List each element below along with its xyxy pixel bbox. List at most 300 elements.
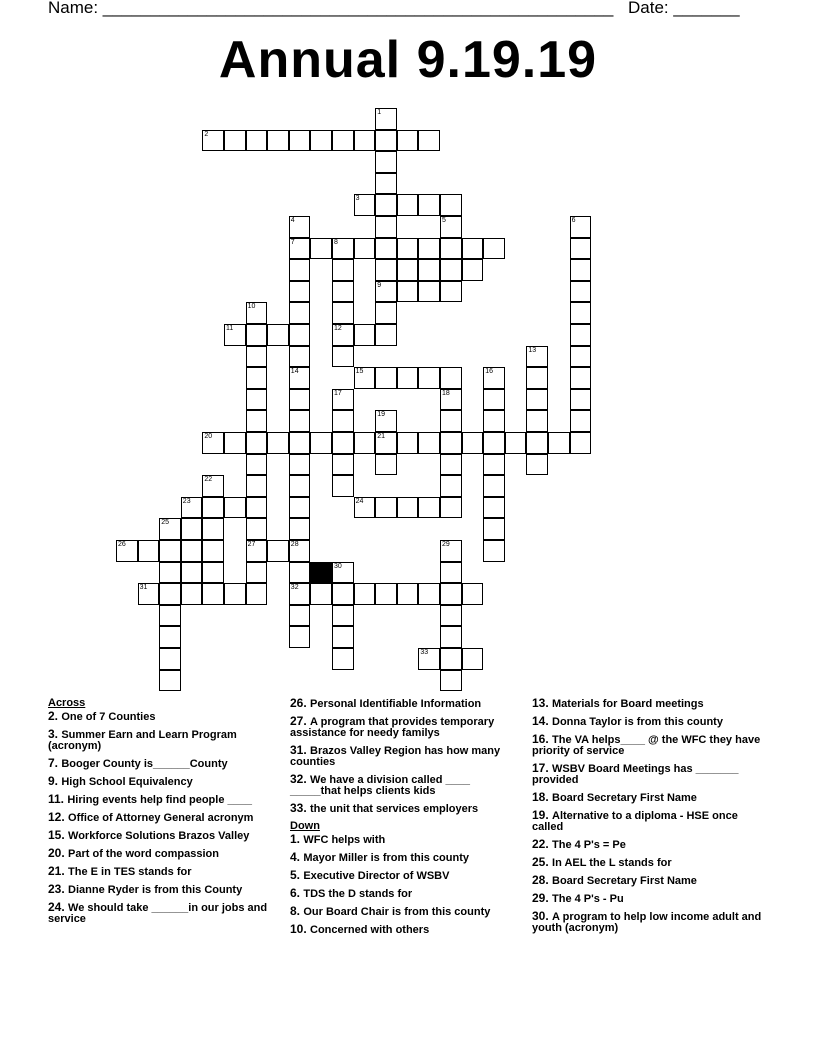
grid-cell[interactable] bbox=[159, 562, 181, 584]
grid-cell[interactable] bbox=[310, 583, 332, 605]
grid-cell[interactable] bbox=[418, 281, 440, 303]
clue-item-text: the unit that services employers bbox=[310, 803, 479, 815]
clue-item bbox=[290, 774, 518, 797]
clue-number: 5 bbox=[442, 217, 446, 224]
clue-item-number: 5. bbox=[290, 868, 304, 882]
grid-cell[interactable] bbox=[418, 130, 440, 152]
grid-cell[interactable] bbox=[375, 151, 397, 173]
grid-cell[interactable] bbox=[289, 475, 311, 497]
clue-item-text: We have a division called ____ _____that helps clients kids bbox=[290, 774, 471, 797]
clue-item bbox=[48, 866, 276, 878]
clue-number: 29 bbox=[442, 541, 450, 548]
grid-cell[interactable] bbox=[375, 302, 397, 324]
clue-number: 1 bbox=[377, 109, 382, 116]
clue-item-text: TDS the D stands for bbox=[303, 888, 413, 900]
clue-number: 26 bbox=[118, 541, 126, 548]
clue-item-number: 32. bbox=[290, 772, 311, 786]
grid-cell[interactable] bbox=[202, 497, 224, 519]
grid-cell[interactable] bbox=[289, 432, 311, 454]
clue-item-number: 19. bbox=[532, 808, 553, 822]
grid-cell[interactable] bbox=[332, 562, 354, 584]
grid-cell[interactable] bbox=[310, 130, 332, 152]
grid-cell[interactable] bbox=[289, 497, 311, 519]
grid-cell[interactable] bbox=[181, 497, 203, 519]
grid-cell[interactable] bbox=[289, 130, 311, 152]
grid-cell[interactable] bbox=[397, 194, 419, 216]
clue-item bbox=[48, 830, 276, 842]
clue-number: 2 bbox=[204, 130, 209, 138]
clue-item-text: Hiring events help find people ____ bbox=[67, 794, 252, 806]
grid-cell[interactable] bbox=[440, 194, 462, 216]
grid-cell[interactable] bbox=[375, 367, 397, 389]
grid-cell[interactable] bbox=[570, 324, 592, 346]
grid-cell[interactable] bbox=[332, 281, 354, 303]
grid-cell[interactable] bbox=[332, 346, 354, 368]
grid-cell[interactable] bbox=[289, 454, 311, 476]
grid-cell[interactable] bbox=[526, 432, 548, 454]
grid-cell[interactable] bbox=[440, 367, 462, 389]
grid-cell[interactable] bbox=[440, 410, 462, 432]
clue-item-text: We should take ______in our jobs and service bbox=[48, 902, 268, 925]
grid-cell[interactable] bbox=[181, 540, 203, 562]
grid-cell[interactable] bbox=[246, 367, 268, 389]
clue-number: 13 bbox=[528, 346, 537, 354]
clue-item bbox=[532, 792, 768, 804]
grid-cell[interactable] bbox=[332, 130, 354, 152]
grid-cell[interactable] bbox=[440, 670, 462, 692]
clue-number: 19 bbox=[377, 411, 385, 419]
grid-cell[interactable] bbox=[310, 432, 332, 454]
clue-item-text: Dianne Ryder is from this County bbox=[68, 884, 243, 896]
grid-cell[interactable] bbox=[289, 518, 311, 540]
grid-cell[interactable] bbox=[526, 410, 548, 432]
grid-cell[interactable] bbox=[181, 518, 203, 540]
clue-item-text: WSBV Board Meetings has _______ provided bbox=[532, 763, 739, 786]
grid-cell[interactable] bbox=[246, 454, 268, 476]
grid-cell[interactable] bbox=[289, 346, 311, 368]
grid-cell[interactable] bbox=[570, 216, 592, 238]
grid-cell[interactable] bbox=[332, 605, 354, 627]
grid-cell[interactable] bbox=[505, 432, 527, 454]
grid-cell[interactable] bbox=[354, 432, 376, 454]
clue-item-number: 3. bbox=[48, 727, 62, 741]
grid-cell[interactable] bbox=[375, 130, 397, 152]
grid-cell[interactable] bbox=[375, 454, 397, 476]
grid-cell[interactable] bbox=[332, 454, 354, 476]
grid-cell[interactable] bbox=[159, 648, 181, 670]
grid-cell[interactable] bbox=[483, 540, 505, 562]
grid-cell[interactable] bbox=[483, 432, 505, 454]
grid-cell[interactable] bbox=[246, 346, 268, 368]
clue-item-number: 10. bbox=[290, 922, 311, 936]
grid-cell[interactable] bbox=[418, 238, 440, 260]
grid-cell[interactable] bbox=[418, 259, 440, 281]
grid-cell[interactable] bbox=[202, 518, 224, 540]
grid-cell[interactable] bbox=[483, 410, 505, 432]
clue-item bbox=[290, 924, 518, 936]
grid-cell[interactable] bbox=[354, 194, 376, 216]
clue-item-text: The VA helps____ @ the WFC they have priority of service bbox=[532, 734, 761, 757]
clue-item-text: Booger County is______County bbox=[61, 758, 228, 770]
clue-item-number: 23. bbox=[48, 882, 69, 896]
clue-item bbox=[48, 812, 276, 824]
grid-cell[interactable] bbox=[159, 626, 181, 648]
grid-cell[interactable] bbox=[375, 259, 397, 281]
clue-item bbox=[48, 776, 276, 788]
grid-cell[interactable] bbox=[138, 540, 160, 562]
grid-cell[interactable] bbox=[418, 194, 440, 216]
grid-cell[interactable] bbox=[462, 259, 484, 281]
grid-cell[interactable] bbox=[418, 497, 440, 519]
grid-cell[interactable] bbox=[354, 130, 376, 152]
grid-cell[interactable] bbox=[202, 540, 224, 562]
clue-item-text: Office of Attorney General acronym bbox=[68, 812, 254, 824]
clue-number: 3 bbox=[355, 195, 360, 203]
grid-cell[interactable] bbox=[310, 238, 332, 260]
grid-cell[interactable] bbox=[289, 216, 311, 238]
clue-item bbox=[532, 698, 768, 710]
grid-cell[interactable] bbox=[570, 432, 592, 454]
clue-item-text: Personal Identifiable Information bbox=[310, 698, 482, 710]
clue-item-text: Workforce Solutions Brazos Valley bbox=[68, 830, 250, 842]
grid-cell[interactable] bbox=[418, 583, 440, 605]
grid-cell[interactable] bbox=[375, 194, 397, 216]
grid-cell[interactable] bbox=[462, 648, 484, 670]
clue-item bbox=[48, 711, 276, 723]
grid-cell[interactable] bbox=[440, 238, 462, 260]
clue-item bbox=[290, 698, 518, 710]
clue-item bbox=[532, 810, 768, 833]
grid-cell[interactable] bbox=[397, 367, 419, 389]
grid-cell[interactable] bbox=[332, 324, 354, 346]
grid-cell[interactable] bbox=[526, 454, 548, 476]
grid-cell[interactable] bbox=[440, 432, 462, 454]
grid-cell[interactable] bbox=[440, 562, 462, 584]
clue-item-number: 30. bbox=[532, 909, 553, 923]
grid-cell[interactable] bbox=[202, 432, 224, 454]
clue-item-text: Summer Earn and Learn Program (acronym) bbox=[48, 729, 237, 752]
grid-cell[interactable] bbox=[246, 302, 268, 324]
clue-item bbox=[48, 902, 276, 925]
grid-cell[interactable] bbox=[202, 475, 224, 497]
grid-cell[interactable] bbox=[375, 281, 397, 303]
grid-cell[interactable] bbox=[570, 410, 592, 432]
grid-cell[interactable] bbox=[354, 583, 376, 605]
grid-cell[interactable] bbox=[375, 432, 397, 454]
grid-cell[interactable] bbox=[397, 432, 419, 454]
grid-cell[interactable] bbox=[548, 432, 570, 454]
grid-cell[interactable] bbox=[397, 497, 419, 519]
grid-cell[interactable] bbox=[289, 238, 311, 260]
grid-cell[interactable] bbox=[181, 583, 203, 605]
clue-item-text: Executive Director of WSBV bbox=[303, 870, 450, 882]
grid-cell[interactable] bbox=[440, 583, 462, 605]
clue-item-number: 21. bbox=[48, 864, 69, 878]
clue-item-number: 25. bbox=[532, 855, 553, 869]
grid-cell[interactable] bbox=[570, 259, 592, 281]
clue-number: 25 bbox=[161, 519, 169, 527]
clue-item-number: 14. bbox=[532, 714, 553, 728]
clue-item-number: 31. bbox=[290, 743, 311, 757]
grid-cell[interactable] bbox=[397, 281, 419, 303]
clue-item bbox=[290, 834, 518, 846]
grid-cell[interactable] bbox=[246, 562, 268, 584]
section-heading-across: Across bbox=[48, 697, 86, 709]
grid-cell[interactable] bbox=[483, 367, 505, 389]
grid-cell[interactable] bbox=[570, 281, 592, 303]
grid-cell[interactable] bbox=[354, 367, 376, 389]
grid-cell[interactable] bbox=[289, 324, 311, 346]
clue-item-number: 17. bbox=[532, 761, 553, 775]
grid-cell[interactable] bbox=[375, 410, 397, 432]
grid-cell[interactable] bbox=[332, 432, 354, 454]
grid-cell[interactable] bbox=[375, 583, 397, 605]
grid-cell[interactable] bbox=[332, 583, 354, 605]
clue-number: 7 bbox=[290, 238, 295, 246]
date-field-label[interactable]: Date: _______ bbox=[628, 0, 740, 17]
grid-cell[interactable] bbox=[440, 626, 462, 648]
grid-cell[interactable] bbox=[440, 389, 462, 411]
grid-cell[interactable] bbox=[440, 540, 462, 562]
grid-cell[interactable] bbox=[440, 259, 462, 281]
clue-item-number: 20. bbox=[48, 846, 69, 860]
clue-item bbox=[48, 758, 276, 770]
grid-cell[interactable] bbox=[289, 605, 311, 627]
grid-cell[interactable] bbox=[289, 281, 311, 303]
grid-cell[interactable] bbox=[289, 626, 311, 648]
clue-number: 4 bbox=[290, 217, 295, 224]
grid-cell[interactable] bbox=[570, 367, 592, 389]
grid-cell[interactable] bbox=[397, 130, 419, 152]
grid-cell[interactable] bbox=[332, 475, 354, 497]
grid-cell[interactable] bbox=[483, 518, 505, 540]
clue-item bbox=[290, 906, 518, 918]
grid-cell[interactable] bbox=[224, 432, 246, 454]
grid-cell[interactable] bbox=[332, 410, 354, 432]
grid-cell[interactable] bbox=[570, 389, 592, 411]
grid-cell[interactable] bbox=[375, 108, 397, 130]
grid-cell[interactable] bbox=[570, 238, 592, 260]
clue-item-number: 11. bbox=[48, 792, 68, 806]
clue-item-number: 18. bbox=[532, 790, 553, 804]
grid-cell[interactable] bbox=[289, 367, 311, 389]
clue-item-text: Part of the word compassion bbox=[68, 848, 219, 860]
grid-cell[interactable] bbox=[354, 497, 376, 519]
clue-item-text: The E in TES stands for bbox=[68, 866, 192, 878]
clue-item-text: Board Secretary First Name bbox=[552, 875, 697, 887]
grid-cell[interactable] bbox=[159, 605, 181, 627]
clue-item bbox=[532, 911, 768, 934]
clue-item-number: 4. bbox=[290, 850, 304, 864]
grid-cell[interactable] bbox=[354, 324, 376, 346]
grid-cell[interactable] bbox=[159, 540, 181, 562]
grid-cell[interactable] bbox=[397, 238, 419, 260]
clue-item-text: One of 7 Counties bbox=[61, 711, 156, 723]
clue-column-3 bbox=[532, 698, 768, 940]
clue-item-text: Our Board Chair is from this county bbox=[303, 906, 491, 918]
clue-item-number: 13. bbox=[532, 696, 553, 710]
grid-cell[interactable] bbox=[332, 238, 354, 260]
grid-cell[interactable] bbox=[246, 389, 268, 411]
grid-cell[interactable] bbox=[483, 238, 505, 260]
grid-cell[interactable] bbox=[181, 562, 203, 584]
grid-cell[interactable] bbox=[570, 302, 592, 324]
grid-cell[interactable] bbox=[202, 130, 224, 152]
grid-cell[interactable] bbox=[159, 670, 181, 692]
clue-item-number: 7. bbox=[48, 756, 62, 770]
grid-cell[interactable] bbox=[289, 583, 311, 605]
grid-cell[interactable] bbox=[526, 367, 548, 389]
grid-cell[interactable] bbox=[440, 475, 462, 497]
clue-column-2 bbox=[290, 698, 518, 942]
grid-cell[interactable] bbox=[375, 216, 397, 238]
grid-cell[interactable] bbox=[332, 389, 354, 411]
clue-number: 23 bbox=[182, 497, 191, 505]
grid-cell[interactable] bbox=[354, 238, 376, 260]
clue-item bbox=[532, 734, 768, 757]
grid-cell[interactable] bbox=[418, 432, 440, 454]
clue-item-number: 27. bbox=[290, 714, 311, 728]
clue-number: 16 bbox=[485, 368, 493, 376]
grid-cell[interactable] bbox=[526, 346, 548, 368]
clue-item-number: 28. bbox=[532, 873, 553, 887]
grid-cell[interactable] bbox=[267, 324, 289, 346]
clue-item-number: 29. bbox=[532, 891, 553, 905]
grid-cell[interactable] bbox=[246, 518, 268, 540]
clue-item bbox=[532, 893, 768, 905]
clue-number: 10 bbox=[247, 303, 256, 311]
clue-item-text: A program that provides temporary assistance for needy familys bbox=[290, 716, 495, 739]
clue-item bbox=[48, 848, 276, 860]
grid-cell[interactable] bbox=[440, 648, 462, 670]
grid-cell[interactable] bbox=[440, 216, 462, 238]
grid-cell[interactable] bbox=[289, 410, 311, 432]
grid-cell[interactable] bbox=[440, 605, 462, 627]
clue-item-text: In AEL the L stands for bbox=[552, 857, 672, 869]
clue-number: 30 bbox=[334, 562, 342, 570]
grid-cell[interactable] bbox=[570, 346, 592, 368]
grid-cell[interactable] bbox=[332, 626, 354, 648]
clue-item-number: 2. bbox=[48, 709, 62, 723]
grid-cell[interactable] bbox=[483, 454, 505, 476]
grid-cell[interactable] bbox=[224, 583, 246, 605]
clue-number: 31 bbox=[139, 584, 148, 592]
grid-cell[interactable] bbox=[440, 497, 462, 519]
grid-cell[interactable] bbox=[159, 518, 181, 540]
clue-number: 9 bbox=[377, 281, 382, 289]
grid-cell[interactable] bbox=[224, 324, 246, 346]
clue-number: 8 bbox=[334, 238, 338, 246]
grid-cell[interactable] bbox=[483, 475, 505, 497]
grid-cell[interactable] bbox=[375, 238, 397, 260]
grid-cell[interactable] bbox=[138, 583, 160, 605]
grid-cell[interactable] bbox=[116, 540, 138, 562]
grid-cell[interactable] bbox=[289, 302, 311, 324]
grid-cell[interactable] bbox=[332, 302, 354, 324]
grid-cell[interactable] bbox=[418, 367, 440, 389]
grid-cell[interactable] bbox=[246, 583, 268, 605]
grid-cell[interactable] bbox=[224, 497, 246, 519]
clue-item-text: Brazos Valley Region has how many counties bbox=[290, 745, 501, 768]
clue-number: 18 bbox=[442, 389, 450, 397]
clue-number: 32 bbox=[290, 584, 299, 592]
grid-cell[interactable] bbox=[397, 583, 419, 605]
grid-cell[interactable] bbox=[375, 173, 397, 195]
grid-cell[interactable] bbox=[462, 238, 484, 260]
grid-cell[interactable] bbox=[267, 540, 289, 562]
name-field-label[interactable]: Name: ______________________________________________________ bbox=[48, 0, 614, 17]
clue-item-text: A program to help low income adult and youth (acronym) bbox=[532, 911, 762, 934]
clue-item bbox=[532, 716, 768, 728]
clue-item-number: 33. bbox=[290, 801, 311, 815]
clue-number: 20 bbox=[204, 433, 213, 440]
grid-block bbox=[310, 562, 332, 584]
grid-cell[interactable] bbox=[289, 540, 311, 562]
grid-cell[interactable] bbox=[462, 583, 484, 605]
clue-item-number: 9. bbox=[48, 774, 62, 788]
clue-column-1 bbox=[48, 698, 276, 931]
grid-cell[interactable] bbox=[246, 432, 268, 454]
grid-cell[interactable] bbox=[440, 454, 462, 476]
grid-cell[interactable] bbox=[159, 583, 181, 605]
grid-cell[interactable] bbox=[267, 432, 289, 454]
grid-cell[interactable] bbox=[289, 389, 311, 411]
grid-cell[interactable] bbox=[267, 130, 289, 152]
clue-number: 17 bbox=[334, 389, 342, 397]
grid-cell[interactable] bbox=[375, 497, 397, 519]
grid-cell[interactable] bbox=[375, 324, 397, 346]
clue-item bbox=[532, 839, 768, 851]
clue-item bbox=[48, 729, 276, 752]
grid-cell[interactable] bbox=[246, 540, 268, 562]
clue-item-number: 24. bbox=[48, 900, 69, 914]
clue-item bbox=[532, 763, 768, 786]
grid-cell[interactable] bbox=[246, 130, 268, 152]
clue-item-number: 6. bbox=[290, 886, 304, 900]
grid-cell[interactable] bbox=[202, 583, 224, 605]
clue-item-text: The 4 P's - Pu bbox=[552, 893, 624, 905]
clue-item bbox=[290, 745, 518, 768]
grid-cell[interactable] bbox=[289, 259, 311, 281]
grid-cell[interactable] bbox=[526, 389, 548, 411]
grid-cell[interactable] bbox=[418, 648, 440, 670]
grid-cell[interactable] bbox=[224, 130, 246, 152]
grid-cell[interactable] bbox=[289, 562, 311, 584]
clue-item-number: 22. bbox=[532, 837, 553, 851]
clue-item bbox=[290, 852, 518, 864]
grid-cell[interactable] bbox=[202, 562, 224, 584]
grid-cell[interactable] bbox=[246, 475, 268, 497]
clue-number: 6 bbox=[571, 217, 576, 224]
clue-number: 24 bbox=[355, 497, 364, 505]
clue-number: 27 bbox=[247, 541, 256, 548]
grid-cell[interactable] bbox=[483, 497, 505, 519]
grid-cell[interactable] bbox=[332, 259, 354, 281]
grid-cell[interactable] bbox=[332, 648, 354, 670]
clue-item bbox=[48, 794, 276, 806]
grid-cell[interactable] bbox=[462, 432, 484, 454]
grid-cell[interactable] bbox=[246, 410, 268, 432]
clue-number: 22 bbox=[204, 476, 213, 484]
clue-number: 11 bbox=[226, 325, 234, 332]
grid-cell[interactable] bbox=[246, 497, 268, 519]
grid-cell[interactable] bbox=[440, 281, 462, 303]
clue-item-text: High School Equivalency bbox=[61, 776, 193, 788]
grid-cell[interactable] bbox=[483, 389, 505, 411]
grid-cell[interactable] bbox=[246, 324, 268, 346]
grid-cell[interactable] bbox=[397, 259, 419, 281]
clue-item-number: 8. bbox=[290, 904, 304, 918]
